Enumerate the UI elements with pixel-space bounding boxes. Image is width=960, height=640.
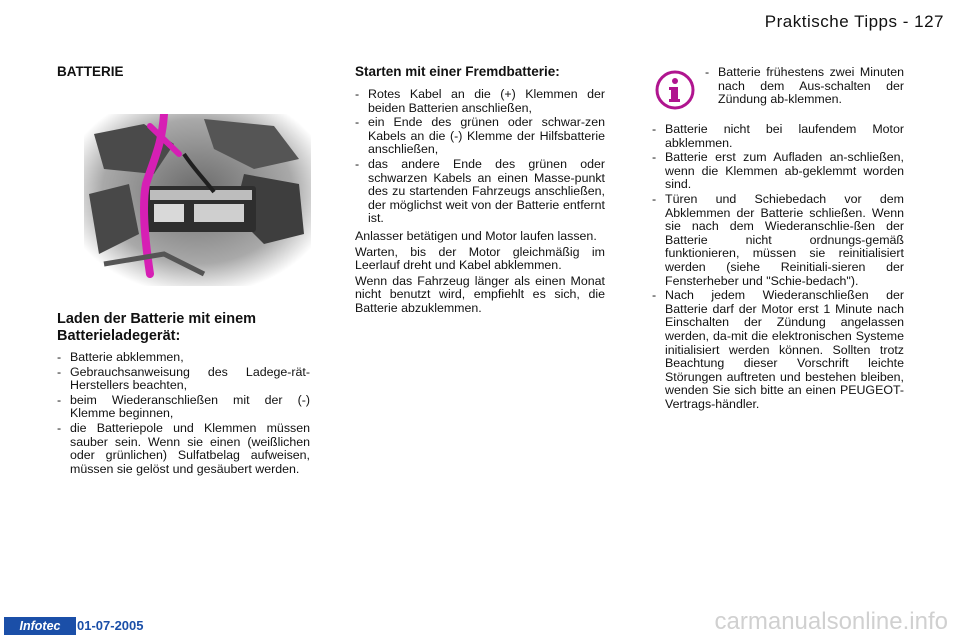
charging-list [57,351,310,476]
notes-first [705,66,904,108]
list-item: - die Batteriepole und Klemmen müssen sauber sein. Wenn sie einen (weißlichen oder grünlichen) Sulfatbelag aufweisen, müssen sie gelöst und gesäubert werden. [57,422,310,476]
list-item: - das andere Ende des grünen oder schwarzen Kabels an einen Masse-punkt des zu startenden Fahrzeugs anschließen, der möglichst weit von der Batterie entfernt ist. [355,158,605,226]
list-item: - Batterie erst zum Aufladen an-schließen, wenn die Klemmen ab-geklemmt worden sind. [652,151,904,192]
watermark: carmanualsonline.info [714,608,948,635]
engine-bay-illustration [84,114,311,286]
list-item: - Batterie abklemmen, [57,351,310,365]
list-item: - Türen und Schiebedach vor dem Abklemmen der Batterie schließen. Wenn sie nach dem Wiederanschlie-ßen der Batterie nicht ordnungs-gemäß funktionieren, müssen sie reinitialisiert werden (siehe Reinitiali-sieren der Fensterheber und "Schie-bedach"). [652,193,904,288]
list-item: - ein Ende des grünen oder schwar-zen Kabels an die (-) Klemme der Hilfsbatterie anschließen, [355,116,605,157]
section-title-charging: Laden der Batterie mit einem Batterieladegerät: [57,311,257,344]
notes-list [652,123,904,411]
list-item: - Nach jedem Wiederanschließen der Batterie darf der Motor erst 1 Minute nach Einschalten der Zündung angelassen werden, da-mit die elektronischen Systeme initialisiert werden können. Sollten trotz Beachtung dieser Vorschrift leichte Störungen auftreten und bestehen bleiben, wenden Sie sich bitte an einen PEUGEOT-Vertrags-händler. [652,289,904,411]
column-left [57,64,310,80]
column-middle [355,64,605,318]
notes-list-container [652,123,904,412]
footer-date: 01-07-2005 [77,618,144,633]
section-title-battery: BATTERIE [57,64,124,79]
battery-photo [84,114,311,286]
info-icon [654,69,696,111]
list-item: - beim Wiederanschließen mit der (-) Klemme beginnen, [57,394,310,421]
list-item: - Batterie frühestens zwei Minuten nach dem Aus-schalten der Zündung ab-klemmen. [705,66,904,107]
charging-section [57,311,310,477]
list-item: - Gebrauchsanweisung des Ladege-rät-Herstellers beachten, [57,366,310,393]
list-item: - Rotes Kabel an die (+) Klemmen der beiden Batterien anschließen, [355,88,605,115]
jumpstart-list [355,88,605,226]
section-title-jumpstart: Starten mit einer Fremdbatterie: [355,64,560,79]
paragraph: Warten, bis der Motor gleichmäßig im Leerlauf dreht und Kabel abklemmen. [355,244,605,273]
infotec-logo: Infotec [4,617,76,635]
list-item: - Batterie nicht bei laufendem Motor abklemmen. [652,123,904,150]
paragraph: Anlasser betätigen und Motor laufen lassen. [355,228,597,243]
paragraph: Wenn das Fahrzeug länger als einen Monat nicht benutzt wird, empfiehlt es sich, die Batterie abzuklemmen. [355,273,605,315]
page-header: Praktische Tipps - 127 [764,12,944,31]
